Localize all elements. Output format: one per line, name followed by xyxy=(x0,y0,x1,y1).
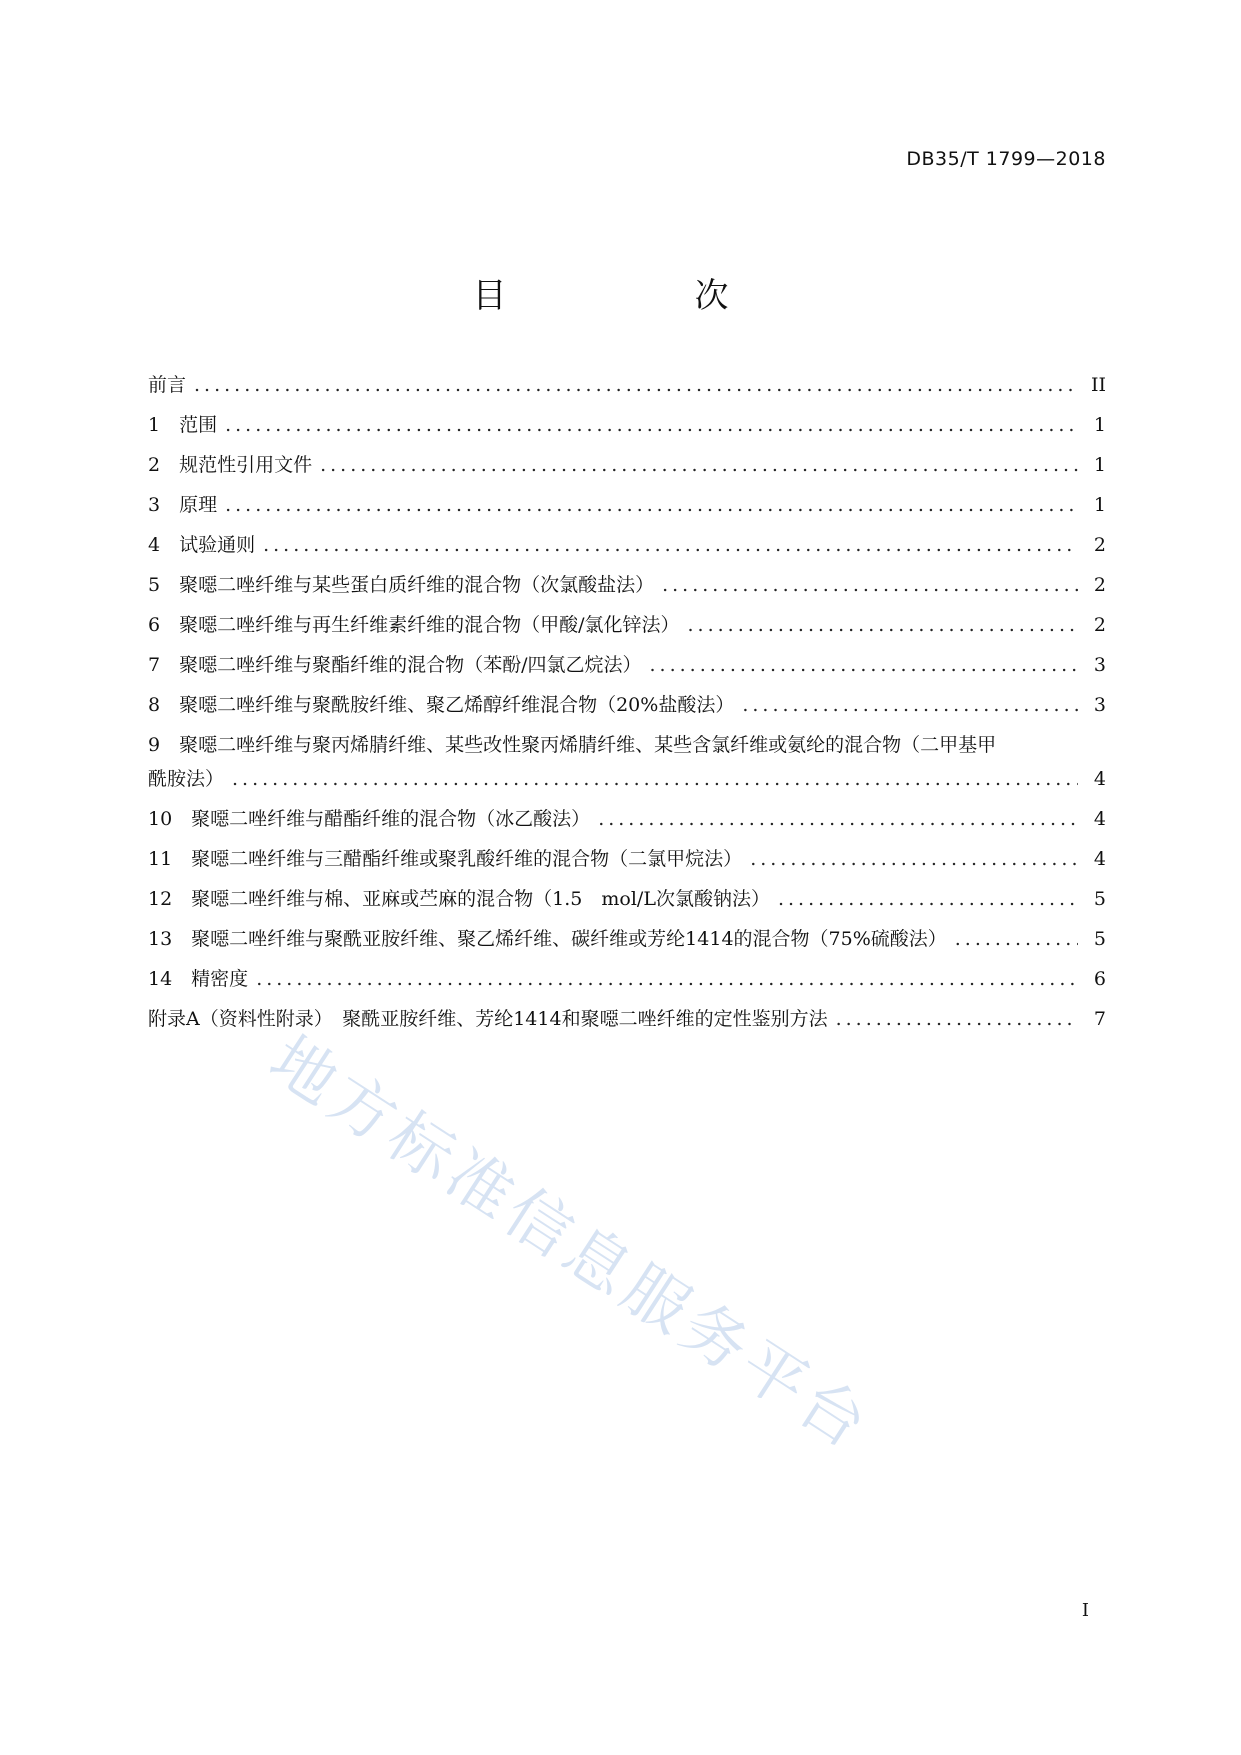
dot-leader xyxy=(232,768,1078,790)
toc-entry-12[interactable] xyxy=(148,884,1106,924)
toc-entry-label: 11 聚噁二唑纤维与三醋酯纤维或聚乳酸纤维的混合物（二氯甲烷法） xyxy=(148,848,743,870)
toc-entry-page: 3 xyxy=(1093,694,1106,716)
page-title: 目 次 xyxy=(472,276,769,316)
dot-leader xyxy=(225,414,1078,436)
toc-entry-14[interactable] xyxy=(148,964,1106,1004)
dot-leader xyxy=(742,694,1078,716)
toc-entry-page: 5 xyxy=(1093,888,1106,910)
toc-entry-page: 2 xyxy=(1093,614,1106,636)
document-code: DB35/T 1799—2018 xyxy=(906,148,1106,170)
dot-leader xyxy=(225,494,1078,516)
toc-entry-2[interactable] xyxy=(148,450,1106,490)
toc-entry-8[interactable] xyxy=(148,690,1106,730)
toc-entry-label: 3 原理 xyxy=(148,494,218,516)
dot-leader xyxy=(836,1008,1078,1030)
toc-entry-3[interactable] xyxy=(148,490,1106,530)
toc-entry-label-continued: 酰胺法） xyxy=(148,768,225,790)
toc-entry-10[interactable] xyxy=(148,804,1106,844)
dot-leader xyxy=(194,374,1078,396)
toc-entry-page: 6 xyxy=(1093,968,1106,990)
toc-entry-4[interactable] xyxy=(148,530,1106,570)
toc-entry-7[interactable] xyxy=(148,650,1106,690)
toc-entry-page: 4 xyxy=(1093,848,1106,870)
dot-leader xyxy=(662,574,1078,596)
toc-entry-page: 1 xyxy=(1093,494,1106,516)
toc-entry-page: 1 xyxy=(1093,414,1106,436)
dot-leader xyxy=(650,654,1079,676)
dot-leader xyxy=(256,968,1078,990)
toc-entry-5[interactable] xyxy=(148,570,1106,610)
toc-entry-9[interactable] xyxy=(148,730,1106,804)
toc-entry-page: 1 xyxy=(1093,454,1106,476)
toc-entry-label: 前言 xyxy=(148,374,187,396)
toc-entry-page: 3 xyxy=(1093,654,1106,676)
toc-entry-label: 2 规范性引用文件 xyxy=(148,454,313,476)
page-number: I xyxy=(1081,1600,1089,1621)
toc-entry-1[interactable] xyxy=(148,410,1106,450)
toc-entry-label: 12 聚噁二唑纤维与棉、亚麻或苎麻的混合物（1.5 mol/L次氯酸钠法） xyxy=(148,888,770,910)
toc-entry-label: 4 试验通则 xyxy=(148,534,256,556)
toc-entry-page: II xyxy=(1090,374,1106,396)
dot-leader xyxy=(263,534,1078,556)
toc-entry-page: 2 xyxy=(1093,574,1106,596)
dot-leader xyxy=(598,808,1078,830)
dot-leader xyxy=(778,888,1078,910)
toc-entry-page: 7 xyxy=(1093,1008,1106,1030)
toc-entry-11[interactable] xyxy=(148,844,1106,884)
toc-entry-13[interactable] xyxy=(148,924,1106,964)
toc-entry-label: 9 聚噁二唑纤维与聚丙烯腈纤维、某些改性聚丙烯腈纤维、某些含氯纤维或氨纶的混合物（二甲基甲 xyxy=(148,734,997,756)
toc-entry-label: 5 聚噁二唑纤维与某些蛋白质纤维的混合物（次氯酸盐法） xyxy=(148,574,655,596)
toc-entry-label: 14 精密度 xyxy=(148,968,249,990)
watermark: 地方标准信息服务平台 xyxy=(256,1022,884,1466)
toc-entry-label: 8 聚噁二唑纤维与聚酰胺纤维、聚乙烯醇纤维混合物（20%盐酸法） xyxy=(148,694,735,716)
toc-entry-6[interactable] xyxy=(148,610,1106,650)
toc-entry-label: 1 范围 xyxy=(148,414,218,436)
toc-entry-page: 5 xyxy=(1093,928,1106,950)
dot-leader xyxy=(320,454,1078,476)
toc-entry-page: 4 xyxy=(1093,808,1106,830)
dot-leader xyxy=(955,928,1078,950)
dot-leader xyxy=(688,614,1079,636)
toc-entry-label: 附录A（资料性附录） 聚酰亚胺纤维、芳纶1414和聚噁二唑纤维的定性鉴别方法 xyxy=(148,1008,828,1030)
toc-entry-foreword[interactable] xyxy=(148,370,1106,410)
toc-entry-page: 4 xyxy=(1093,768,1106,790)
toc-entry-label: 10 聚噁二唑纤维与醋酯纤维的混合物（冰乙酸法） xyxy=(148,808,591,830)
toc-entry-label: 7 聚噁二唑纤维与聚酯纤维的混合物（苯酚/四氯乙烷法） xyxy=(148,654,642,676)
toc-entry-label: 13 聚噁二唑纤维与聚酰亚胺纤维、聚乙烯纤维、碳纤维或芳纶1414的混合物（75%硫酸法） xyxy=(148,928,947,950)
table-of-contents xyxy=(148,370,1106,1044)
toc-entry-label: 6 聚噁二唑纤维与再生纤维素纤维的混合物（甲酸/氯化锌法） xyxy=(148,614,680,636)
toc-entry-page: 2 xyxy=(1093,534,1106,556)
dot-leader xyxy=(750,848,1078,870)
